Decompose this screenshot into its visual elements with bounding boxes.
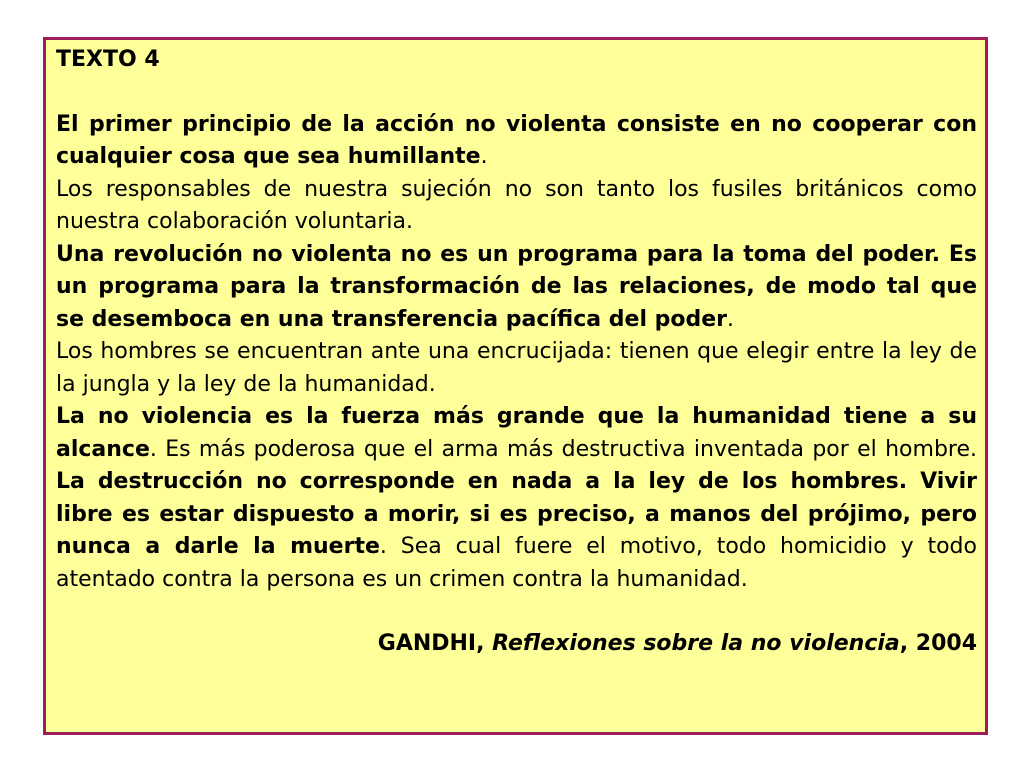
bold-text-segment: El primer principio de la acción no violenta consiste en no cooperar con cualquier cosa que sea humillante xyxy=(56,111,977,169)
attribution-year: , 2004 xyxy=(899,631,977,656)
paragraph xyxy=(56,401,977,596)
attribution xyxy=(56,628,977,661)
attribution-title: Reflexiones sobre la no violencia xyxy=(492,631,900,656)
text-segment: . xyxy=(727,306,735,332)
text-segment: . xyxy=(480,144,488,169)
document-heading: TEXTO 4 xyxy=(56,47,160,72)
bold-text-segment: La no violencia es la fuerza más grande que la humanidad tiene a su alcance xyxy=(56,404,977,462)
paragraphs-container xyxy=(56,109,977,597)
text-segment: . Es más poderosa que el arma más destructiva inventada por el hombre. xyxy=(149,436,977,462)
paragraph xyxy=(56,239,977,337)
paragraph xyxy=(56,109,977,174)
text-segment: Los responsables de nuestra sujeción no son tanto los fusiles británicos como nuestra colaboración voluntaria. xyxy=(56,176,977,234)
text-segment: Los hombres se encuentran ante una encrucijada: tienen que elegir entre la ley de la jungla y la ley de la humanidad. xyxy=(56,339,977,397)
text-segment: . Sea cual fuere el motivo, todo homicidio y todo atentado contra la persona es un crimen contra la humanidad. xyxy=(56,534,977,592)
bold-text-segment: La destrucción no corresponde en nada a la ley de los hombres. Vivir libre es estar dispuesto a morir, si es preciso, a manos del prójimo, pero nunca a darle la muerte xyxy=(56,469,977,559)
attribution-author: GANDHI, xyxy=(377,631,493,656)
text-box xyxy=(43,37,988,735)
paragraph xyxy=(56,336,977,401)
bold-text-segment: Una revolución no violenta no es un programa para la toma del poder. Es un programa para la transformación de las relaciones, de modo tal que se desemboca en una transferencia pacífica del poder xyxy=(56,241,977,332)
paragraph xyxy=(56,174,977,239)
